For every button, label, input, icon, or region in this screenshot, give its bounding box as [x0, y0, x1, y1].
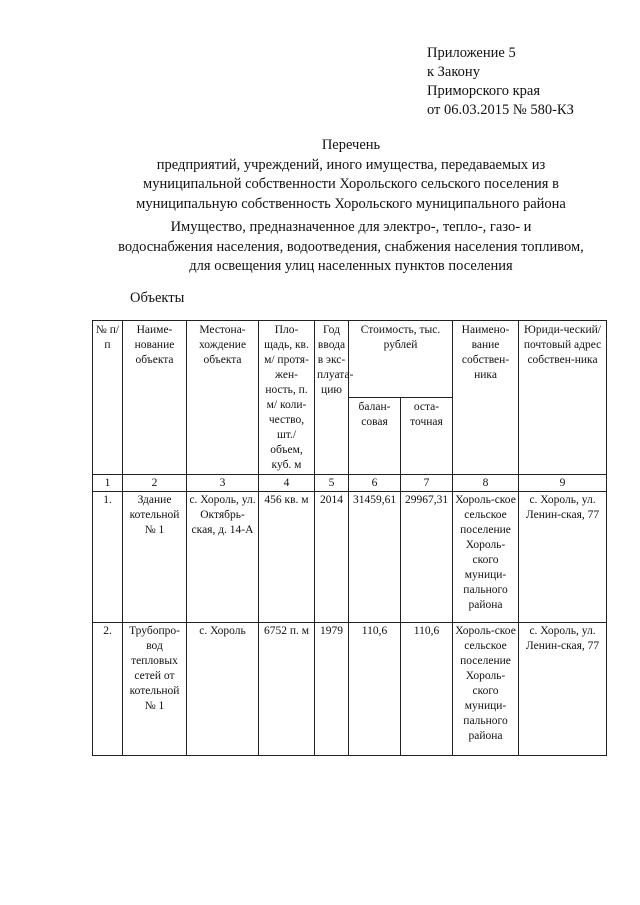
- header-address: Юриди-ческий/ почтовый адрес собствен-ника: [519, 321, 607, 475]
- cell-address: с. Хороль, ул. Ленин-ская, 77: [519, 623, 607, 756]
- title-line: муниципальную собственность Хорольского муниципального района: [136, 195, 566, 212]
- appendix-line: Приморского края: [427, 83, 541, 99]
- header-area: Пло-щадь, кв. м/ протя-жен-ность, п. м/ коли-чество, шт./ объем, куб. м: [259, 321, 315, 475]
- cell-num: 2.: [93, 623, 123, 756]
- appendix-line: Приложение 5: [427, 45, 516, 61]
- cell-cost-residual: 110,6: [401, 623, 453, 756]
- column-number: 1: [93, 475, 123, 492]
- subtitle-line: водоснабжения населения, водоотведения, снабжения населения топливом,: [118, 238, 584, 255]
- header-owner: Наимено-вание собствен-ника: [453, 321, 519, 475]
- column-number: 6: [349, 475, 401, 492]
- column-number: 4: [259, 475, 315, 492]
- title-line: муниципальной собственности Хорольского сельского поселения в: [143, 176, 559, 192]
- cell-cost-balance: 31459,61: [349, 492, 401, 623]
- cell-location: с. Хороль, ул. Октябрь-ская, д. 14-А: [187, 492, 259, 623]
- subtitle-line: для освещения улиц населенных пунктов поселения: [189, 258, 513, 274]
- objects-table: [92, 320, 607, 756]
- cell-cost-balance: 110,6: [349, 623, 401, 756]
- column-number: 3: [187, 475, 259, 492]
- column-number: 7: [401, 475, 453, 492]
- column-number: 8: [453, 475, 519, 492]
- cell-area: 6752 п. м: [259, 623, 315, 756]
- cell-cost-residual: 29967,31: [401, 492, 453, 623]
- cell-address: с. Хороль, ул. Ленин-ская, 77: [519, 492, 607, 623]
- appendix-line: к Закону: [427, 64, 480, 80]
- table-row: [93, 492, 607, 623]
- column-number: 5: [315, 475, 349, 492]
- header-row: [93, 321, 607, 398]
- appendix-line: от 06.03.2015 № 580-КЗ: [427, 102, 574, 118]
- subtitle-line: Имущество, предназначенное для электро-, тепло-, газо- и: [170, 219, 532, 235]
- cell-year: 2014: [315, 492, 349, 623]
- section-label: Объекты: [130, 290, 185, 306]
- cell-owner: Хороль-ское сельское поселение Хороль-ского муници-пального района: [453, 623, 519, 756]
- cell-name: Трубопро-вод тепловых сетей от котельной № 1: [123, 623, 187, 756]
- document-subtitle: [95, 218, 607, 277]
- header-name: Наиме-нование объекта: [123, 321, 187, 475]
- cell-owner: Хороль-ское сельское поселение Хороль-ского муници-пального района: [453, 492, 519, 623]
- title-line: Перечень: [321, 137, 381, 153]
- header-cost: Стоимость, тыс. рублей: [349, 321, 453, 398]
- header-cost-residual: оста-точная: [401, 398, 453, 475]
- document-title: [95, 136, 607, 214]
- appendix-header: [427, 44, 574, 120]
- cell-name: Здание котельной № 1: [123, 492, 187, 623]
- table-row: [93, 623, 607, 756]
- header-num: № п/п: [93, 321, 123, 475]
- cell-year: 1979: [315, 623, 349, 756]
- header-cost-balance: балан-совая: [349, 398, 401, 475]
- cell-area: 456 кв. м: [259, 492, 315, 623]
- column-number-row: [93, 475, 607, 492]
- header-year: Год ввода в экс-плуата-цию: [315, 321, 349, 475]
- column-number: 2: [123, 475, 187, 492]
- column-number: 9: [519, 475, 607, 492]
- cell-location: с. Хороль: [187, 623, 259, 756]
- cell-num: 1.: [93, 492, 123, 623]
- title-line: предприятий, учреждений, иного имущества, передаваемых из: [156, 156, 546, 173]
- header-location: Местона-хождение объекта: [187, 321, 259, 475]
